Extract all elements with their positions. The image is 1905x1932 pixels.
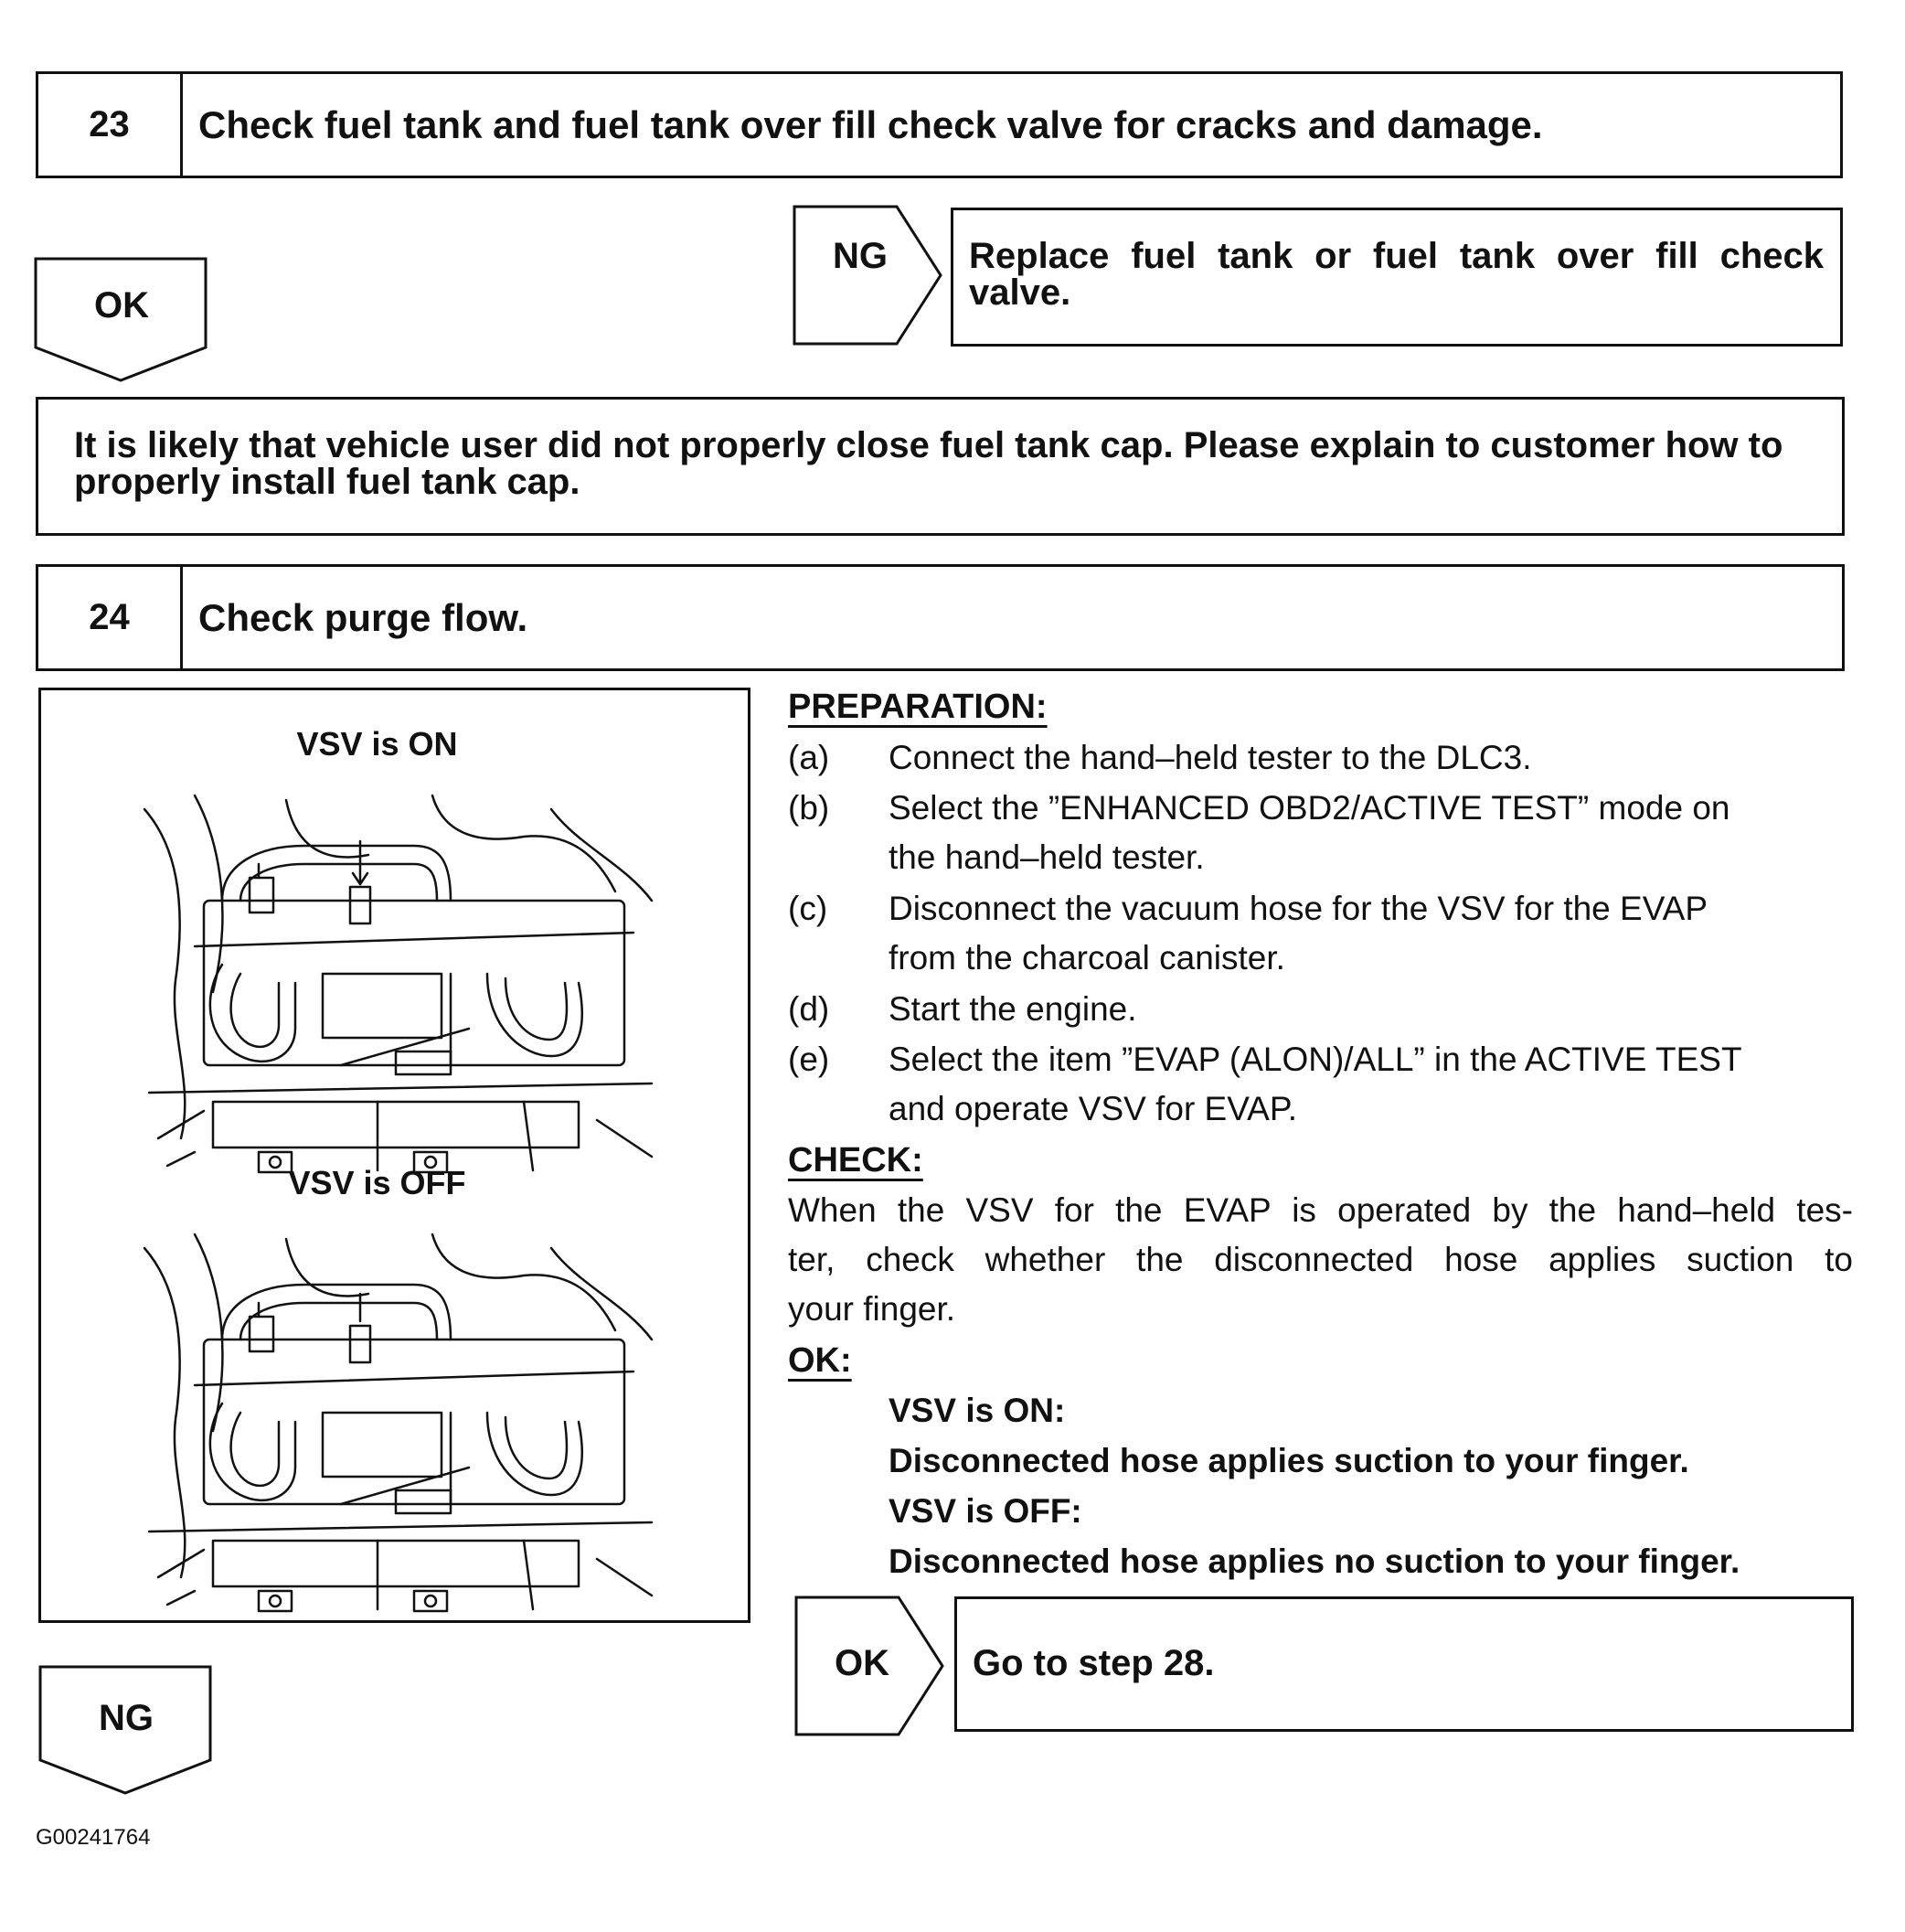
step-23-ng-action: Replace fuel tank or fuel tank over fill check valve. <box>969 236 1824 313</box>
step-24-number: 24 <box>38 567 183 668</box>
step-23-ok-label: OK <box>94 285 149 326</box>
step-23-ng-action-box <box>951 208 1843 347</box>
step-24-title: Check purge flow. <box>198 595 528 639</box>
prep-marker-d: (d) <box>788 990 830 1028</box>
ok-line-4: Disconnected hose applies no suction to your finger. <box>889 1542 1740 1580</box>
engine-illustration-vsv-off <box>140 1230 707 1614</box>
prep-marker-b: (b) <box>788 789 830 827</box>
step-23-ng-label: NG <box>833 236 888 276</box>
step-23-ok-result-box <box>36 397 1845 536</box>
engine-illustration-vsv-on <box>140 791 707 1175</box>
vsv-on-label: VSV is ON <box>296 725 458 763</box>
step-24-ng-label: NG <box>99 1698 154 1738</box>
check-line-3: your finger. <box>788 1290 956 1328</box>
ok-line-3: VSV is OFF: <box>889 1492 1082 1530</box>
prep-marker-e: (e) <box>788 1041 830 1078</box>
step-24-ok-action-box <box>954 1596 1854 1732</box>
ok-line-1: VSV is ON: <box>889 1392 1066 1429</box>
ok-heading: OK: <box>788 1341 852 1380</box>
step-23-title: Check fuel tank and fuel tank over fill check valve for cracks and damage. <box>198 102 1543 146</box>
prep-marker-c: (c) <box>788 890 828 927</box>
step-24-ok-label: OK <box>835 1643 889 1683</box>
check-line-2: ter, check whether the disconnected hose applies suction to <box>788 1241 1853 1278</box>
prep-item-b-line-2: the hand–held tester. <box>889 838 1205 876</box>
vsv-off-label: VSV is OFF <box>288 1164 466 1201</box>
figure-code: G00241764 <box>36 1825 151 1850</box>
prep-item-b-line-1: Select the ”ENHANCED OBD2/ACTIVE TEST” mode on <box>889 789 1730 827</box>
prep-item-c-line-1: Disconnect the vacuum hose for the VSV for the EVAP <box>889 890 1708 927</box>
step-24-header <box>36 564 1845 671</box>
ok-line-2: Disconnected hose applies suction to your finger. <box>889 1442 1689 1479</box>
preparation-heading: PREPARATION: <box>788 688 1048 726</box>
prep-item-e-line-1: Select the item ”EVAP (ALON)/ALL” in the ACTIVE TEST <box>889 1041 1742 1078</box>
prep-marker-a: (a) <box>788 739 830 776</box>
prep-item-c-line-2: from the charcoal canister. <box>889 939 1285 977</box>
step-24-ok-action: Go to step 28. <box>973 1643 1215 1683</box>
step-23-ok-result: It is likely that vehicle user did not properly close fuel tank cap. Please explain to customer how to properly install fuel tank cap. <box>74 425 1783 502</box>
vsv-figure-box <box>38 688 750 1623</box>
prep-item-d-line-1: Start the engine. <box>889 990 1137 1028</box>
check-heading: CHECK: <box>788 1141 923 1179</box>
prep-item-a-line-1: Connect the hand–held tester to the DLC3. <box>889 739 1532 776</box>
check-line-1: When the VSV for the EVAP is operated by the hand–held tes- <box>788 1191 1853 1229</box>
step-23-header <box>36 71 1843 178</box>
prep-item-e-line-2: and operate VSV for EVAP. <box>889 1090 1298 1127</box>
step-23-number: 23 <box>38 74 183 176</box>
